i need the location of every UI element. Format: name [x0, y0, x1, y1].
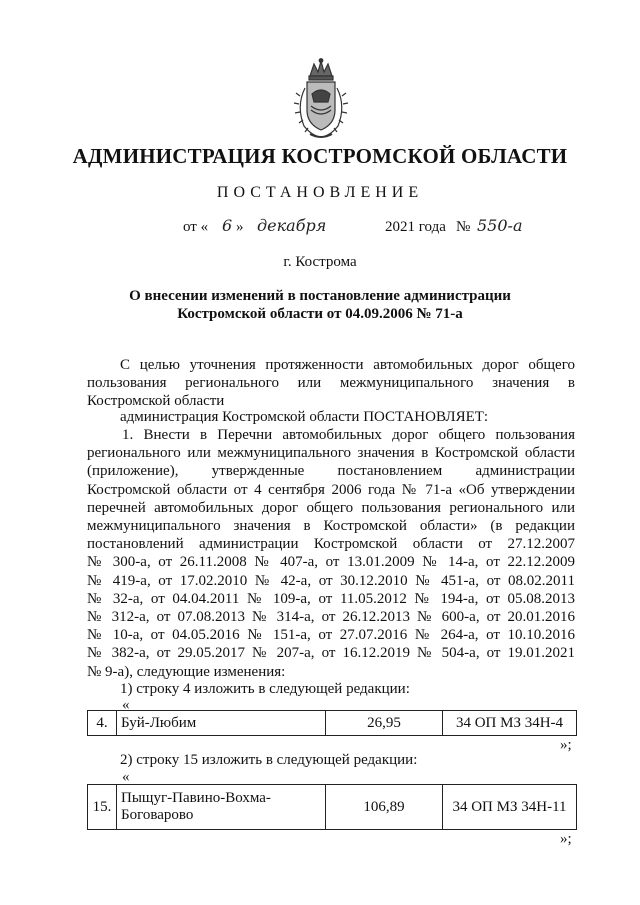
document-subject — [120, 287, 520, 323]
text-line: пользования регионального или межмуниципального значения в — [87, 375, 575, 392]
subject-line: Костромской области от 04.09.2006 № 71-а — [177, 306, 463, 322]
row-number: 15. — [88, 785, 117, 830]
road-length: 106,89 — [326, 785, 443, 830]
close-quote: »; — [560, 737, 572, 753]
date-prefix: от « — [183, 219, 209, 235]
subject-line: О внесении изменений в постановление администрации — [129, 288, 511, 304]
text-line: № 300-а, от 26.11.2008 № 407-а, от 13.01.2009 № 14-а, от 22.12.2009 — [87, 554, 575, 571]
row-number: 4. — [88, 711, 117, 736]
text-line: № 10-а, от 04.05.2016 № 151-а, от 27.07.2016 № 264-а, от 10.10.2016 — [87, 627, 575, 644]
text-line: межмуниципального значения в Костромской области» (в редакции — [87, 518, 575, 535]
date-day-handwritten: 6 — [222, 216, 233, 235]
number-sign: № — [456, 219, 471, 235]
road-table-row — [87, 784, 577, 830]
document-number-handwritten: 550-а — [477, 216, 523, 235]
paragraph-resolves: администрация Костромской области ПОСТАНОВЛЯЕТ: — [120, 409, 489, 425]
road-code: 34 ОП МЗ 34Н-11 — [443, 785, 577, 830]
text-line: постановлений администрации Костромской области от 27.12.2007 — [87, 536, 575, 553]
organization-title: АДМИНИСТРАЦИЯ КОСТРОМСКОЙ ОБЛАСТИ — [72, 144, 568, 168]
text-line: № 32-а, от 04.04.2011 № 109-а, от 11.05.2012 № 194-а, от 05.08.2013 — [87, 590, 575, 607]
text-line: регионального или межмуниципального значения в Костромской области — [87, 445, 575, 462]
change-instruction: 2) строку 15 изложить в следующей редакции: — [120, 752, 418, 768]
close-quote: »; — [560, 831, 572, 847]
text-line: Костромской области — [87, 393, 225, 410]
paragraph-purpose — [87, 356, 575, 411]
text-line: № 382-а, от 29.05.2017 № 207-а, от 16.12.2019 № 504-а, от 19.01.2021 — [87, 645, 575, 662]
date-year: 2021 года — [385, 219, 446, 235]
text-line: Костромской области от 4 сентября 2006 года № 71-а «Об утверждении — [87, 481, 575, 498]
text-line: С целью уточнения протяженности автомобильных дорог общего — [120, 357, 575, 373]
open-quote: « — [122, 697, 130, 713]
date-month-handwritten: декабря — [257, 216, 327, 235]
text-line: (приложение), утвержденные постановлением администрации — [87, 463, 575, 480]
text-line: № 312-а, от 07.08.2013 № 314-а, от 26.12.2013 № 600-а, от 20.01.2016 — [87, 609, 575, 626]
text-line: 1. Внести в Перечни автомобильных дорог общего пользования — [122, 427, 575, 443]
date-close-quote: » — [236, 219, 244, 235]
paragraph-amendment — [87, 426, 575, 681]
text-line: № 419-а, от 17.02.2010 № 42-а, от 30.12.2010 № 451-а, от 08.02.2011 — [87, 572, 575, 589]
city: г. Кострома — [283, 254, 357, 270]
open-quote: « — [122, 769, 130, 785]
road-name: Пыщуг-Павино-Вохма-Боговарово — [117, 785, 326, 830]
change-instruction: 1) строку 4 изложить в следующей редакции: — [120, 681, 410, 697]
text-line: № 9-а), следующие изменения: — [87, 663, 286, 680]
road-name: Буй-Любим — [117, 711, 326, 736]
coat-of-arms-icon — [292, 58, 350, 140]
road-length: 26,95 — [326, 711, 443, 736]
text-line: перечней автомобильных дорог общего пользования регионального или — [87, 499, 575, 516]
road-code: 34 ОП МЗ 34Н-4 — [443, 711, 577, 736]
road-table-row — [87, 710, 577, 736]
document-type: ПОСТАНОВЛЕНИЕ — [216, 184, 424, 201]
